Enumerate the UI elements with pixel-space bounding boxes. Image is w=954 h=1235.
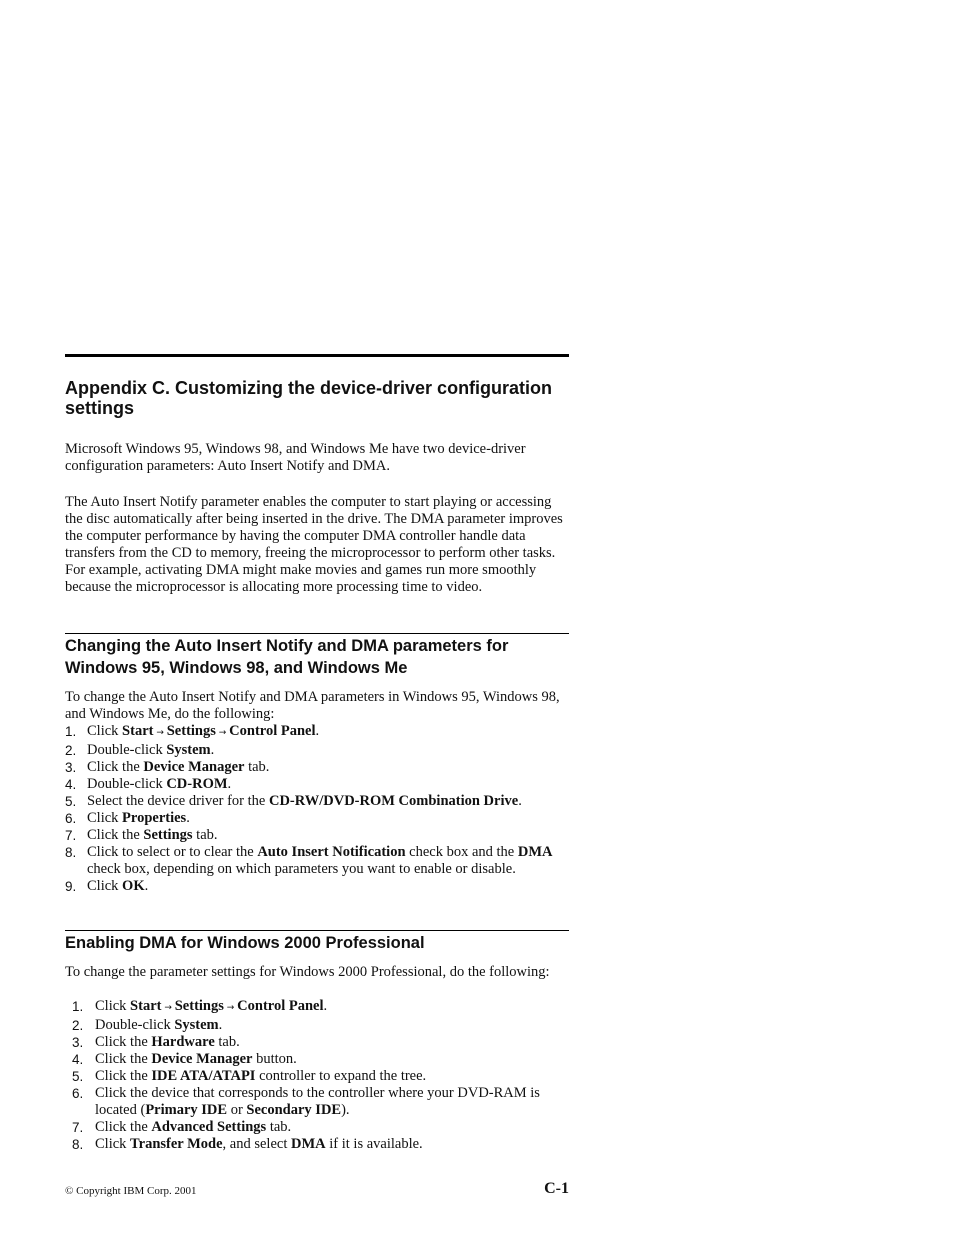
- step-text: tab.: [192, 827, 218, 843]
- step-bold: Control Panel: [237, 998, 324, 1014]
- step-text: check box, depending on which parameters you want to enable or disable.: [87, 861, 516, 877]
- step-item: [65, 1119, 569, 1136]
- step-text: Select the device driver for the: [87, 793, 269, 809]
- step-item: [65, 793, 569, 810]
- step-text: Click the: [87, 759, 144, 775]
- step-bold: Auto Insert Notification: [257, 844, 406, 860]
- step-bold: Advanced Settings: [151, 1119, 267, 1135]
- step-number: 6.: [72, 1086, 84, 1101]
- step-text: ).: [341, 1102, 350, 1118]
- step-number: 3.: [65, 760, 77, 775]
- step-item: [65, 1085, 569, 1119]
- step-number: 1.: [72, 999, 84, 1014]
- step-text: button.: [252, 1051, 297, 1067]
- step-text: check box and the: [405, 844, 518, 860]
- step-bold: Control Panel: [229, 723, 316, 739]
- step-number: 3.: [72, 1035, 84, 1050]
- step-text: or: [227, 1102, 247, 1118]
- step-item: [65, 827, 569, 844]
- step-text: Click: [95, 1136, 131, 1152]
- step-item: [65, 742, 569, 759]
- section1-steps: [65, 723, 569, 895]
- section2-rule: [65, 930, 569, 931]
- step-item: [65, 1034, 569, 1051]
- step-bold: System: [174, 1017, 219, 1033]
- step-text: Click: [87, 723, 123, 739]
- step-bold: CD-RW/DVD-ROM Combination Drive: [268, 793, 519, 809]
- step-item: [65, 1017, 569, 1034]
- step-bold: CD-ROM: [166, 776, 228, 792]
- section2-steps: [65, 998, 569, 1153]
- section1-heading: Changing the Auto Insert Notify and DMA parameters for Windows 95, Windows 98, and Windows Me: [65, 637, 509, 677]
- step-item: [65, 810, 569, 827]
- step-text: .: [315, 723, 320, 739]
- step-bold: Settings: [143, 827, 193, 843]
- arrow-icon: →: [153, 728, 167, 738]
- step-bold: Settings: [166, 723, 216, 739]
- step-bold: Transfer Mode: [130, 1136, 223, 1152]
- appendix-rule: [65, 354, 569, 357]
- step-text: .: [323, 998, 328, 1014]
- step-number: 9.: [65, 879, 77, 894]
- step-number: 4.: [72, 1052, 84, 1067]
- copyright-notice: © Copyright IBM Corp. 2001: [65, 1185, 197, 1197]
- page-number: C-1: [544, 1180, 569, 1197]
- section2-heading: Enabling DMA for Windows 2000 Professional: [65, 934, 425, 952]
- step-text: Click the device that corresponds to the controller where your DVD-RAM is located (: [95, 1085, 540, 1118]
- section1-rule: [65, 633, 569, 634]
- step-text: tab.: [244, 759, 270, 775]
- step-text: Click the: [95, 1034, 152, 1050]
- intro-paragraph-1: Microsoft Windows 95, Windows 98, and Windows Me have two device-driver configuration parameters: Auto Insert Notify and DMA.: [65, 441, 526, 474]
- step-number: 2.: [65, 743, 77, 758]
- step-bold: IDE ATA/ATAPI: [151, 1068, 256, 1084]
- step-text: Click the: [95, 1119, 152, 1135]
- step-bold: Settings: [174, 998, 224, 1014]
- step-bold: Hardware: [151, 1034, 215, 1050]
- step-item: [65, 998, 569, 1017]
- step-item: [65, 844, 569, 878]
- step-text: tab.: [214, 1034, 240, 1050]
- step-bold: Device Manager: [143, 759, 245, 775]
- step-number: 6.: [65, 811, 77, 826]
- step-item: [65, 1051, 569, 1068]
- step-item: [65, 878, 569, 895]
- step-item: [65, 723, 569, 742]
- step-number: 8.: [72, 1137, 84, 1152]
- step-item: [65, 776, 569, 793]
- appendix-title: Appendix C. Customizing the device-driver configuration settings: [65, 378, 553, 418]
- step-text: .: [144, 878, 149, 894]
- step-number: 5.: [65, 794, 77, 809]
- step-text: Click to select or to clear the: [87, 844, 258, 860]
- step-bold: DMA: [517, 844, 553, 860]
- step-number: 1.: [65, 724, 77, 739]
- step-text: Click: [95, 998, 131, 1014]
- step-text: Click: [87, 810, 123, 826]
- step-text: .: [210, 742, 215, 758]
- step-text: controller to expand the tree.: [255, 1068, 427, 1084]
- step-text: Double-click: [95, 1017, 175, 1033]
- step-bold: DMA: [291, 1136, 326, 1152]
- step-text: .: [186, 810, 190, 826]
- step-bold: Secondary IDE: [246, 1102, 342, 1118]
- step-item: [65, 1136, 569, 1153]
- step-item: [65, 759, 569, 776]
- step-text: Click the: [87, 827, 144, 843]
- step-bold: System: [166, 742, 211, 758]
- step-text: , and select: [222, 1136, 291, 1152]
- step-bold: Start: [122, 723, 154, 739]
- step-text: .: [518, 793, 522, 809]
- step-bold: Device Manager: [151, 1051, 253, 1067]
- step-number: 7.: [65, 828, 77, 843]
- step-text: .: [227, 776, 232, 792]
- step-text: if it is available.: [325, 1136, 423, 1152]
- arrow-icon: →: [223, 1003, 238, 1013]
- step-text: Click the: [95, 1051, 152, 1067]
- arrow-icon: →: [215, 728, 230, 738]
- step-number: 2.: [72, 1018, 84, 1033]
- step-number: 5.: [72, 1069, 84, 1084]
- step-text: .: [218, 1017, 223, 1033]
- step-text: Click the: [95, 1068, 152, 1084]
- step-text: Double-click: [87, 776, 167, 792]
- step-text: Click: [87, 878, 123, 894]
- arrow-icon: →: [161, 1003, 175, 1013]
- step-bold: Primary IDE: [145, 1102, 228, 1118]
- step-number: 8.: [65, 845, 77, 860]
- step-bold: Start: [130, 998, 162, 1014]
- intro-paragraph-2: The Auto Insert Notify parameter enables the computer to start playing or accessing the disc automatically after being inserted in the drive. The DMA parameter improves the computer performance by having the computer DMA controller handle data transfers from the CD to memory, freeing the microprocessor to perform other tasks. For example, activating DMA might make movies and games run more smoothly because the microprocessor is allocating more processing time to video.: [65, 494, 563, 595]
- section2-intro: To change the parameter settings for Windows 2000 Professional, do the following:: [65, 964, 550, 980]
- step-number: 4.: [65, 777, 77, 792]
- step-number: 7.: [72, 1120, 84, 1135]
- step-bold: OK: [122, 878, 145, 894]
- step-bold: Properties: [122, 810, 187, 826]
- section1-intro: To change the Auto Insert Notify and DMA parameters in Windows 95, Windows 98, and Windows Me, do the following:: [65, 689, 560, 722]
- step-item: [65, 1068, 569, 1085]
- step-text: tab.: [266, 1119, 292, 1135]
- step-text: Double-click: [87, 742, 167, 758]
